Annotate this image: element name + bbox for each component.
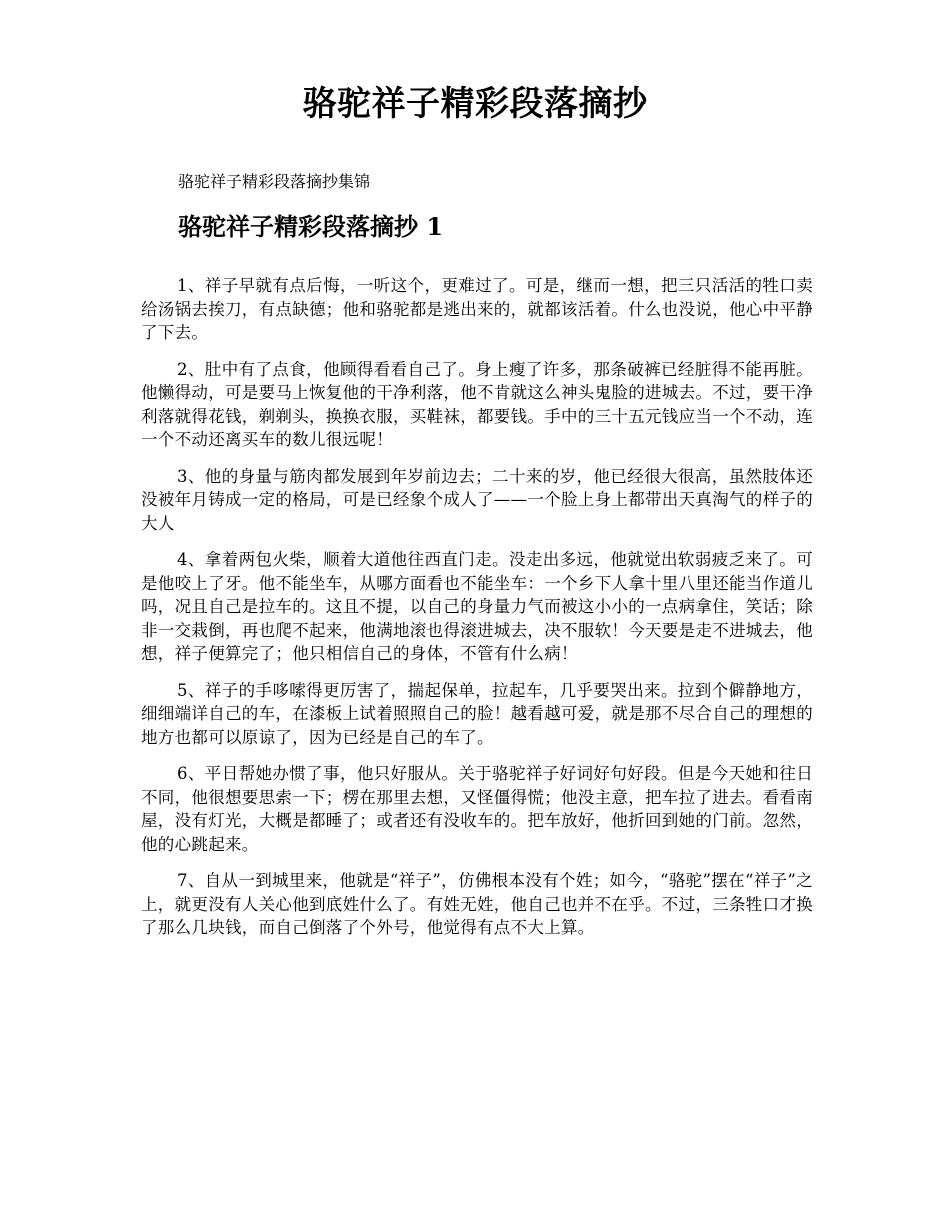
document-title: 骆驼祥子精彩段落摘抄 (302, 84, 648, 124)
paragraph-6: 6、平日帮她办惯了事，他只好服从。关于骆驼祥子好词好句好段。但是今天她和往日不同，他很想要思索一下；楞在那里去想，又怪僵得慌；他没主意，把车拉了进去。看看南屋，没有灯光，大概是都睡了；或者还有没收车的。把车放好，他折回到她的门前。忽然，他的心跳起来。 (141, 764, 813, 854)
paragraph-1: 1、祥子早就有点后悔，一听这个，更难过了。可是，继而一想，把三只活活的牲口卖给汤锅去挨刀，有点缺德；他和骆驼都是逃出来的，就都该活着。什么也没说，他心中平静了下去。 (141, 276, 813, 342)
paragraph-5: 5、祥子的手哆嗦得更厉害了，揣起保单，拉起车，几乎要哭出来。拉到个僻静地方，细细端详自己的车，在漆板上试着照照自己的脸！越看越可爱，就是那不尽合自己的理想的地方也都可以原谅了，因为已经是自己的车了。 (141, 680, 813, 747)
paragraph-7: 7、自从一到城里来，他就是“祥子”，仿佛根本没有个姓；如今，“骆驼”摆在“祥子”之上，就更没有人关心他到底姓什么了。有姓无姓，他自己也并不在乎。不过，三条牲口才换了那么几块钱，而自己倒落了个外号，他觉得有点不大上算。 (141, 871, 813, 937)
document-subtitle: 骆驼祥子精彩段落摘抄集锦 (178, 172, 371, 191)
section-heading: 骆驼祥子精彩段落摘抄 1 (178, 212, 444, 241)
paragraph-4: 4、拿着两包火柴，顺着大道他往西直门走。没走出多远，他就觉出软弱疲乏来了。可是他咬上了牙。他不能坐车，从哪方面看也不能坐车：一个乡下人拿十里八里还能当作道儿吗，况且自己是拉车的。这且不提，以自己的身量力气而被这小小的一点病拿住，笑话；除非一交栽倒，再也爬不起来，他满地滚也得滚进城去，决不服软！今天要是走不进城去，他想，祥子便算完了；他只相信自己的身体，不管有什么病！ (141, 550, 813, 663)
paragraph-2: 2、肚中有了点食，他顾得看看自己了。身上瘦了许多，那条破裤已经脏得不能再脏。他懒得动，可是要马上恢复他的干净利落，他不肯就这么神头鬼脸的进城去。不过，要干净利落就得花钱，剃剃头，换换衣服，买鞋袜，都要钱。手中的三十五元钱应当一个不动，连一个不动还离买车的数儿很远呢！ (141, 359, 813, 449)
body-text (141, 274, 813, 953)
paragraph-3: 3、他的身量与筋肉都发展到年岁前边去；二十来的岁，他已经很大很高，虽然肢体还没被年月铸成一定的格局，可是已经象个成人了——一个脸上身上都带出天真淘气的样子的大人 (141, 466, 813, 533)
